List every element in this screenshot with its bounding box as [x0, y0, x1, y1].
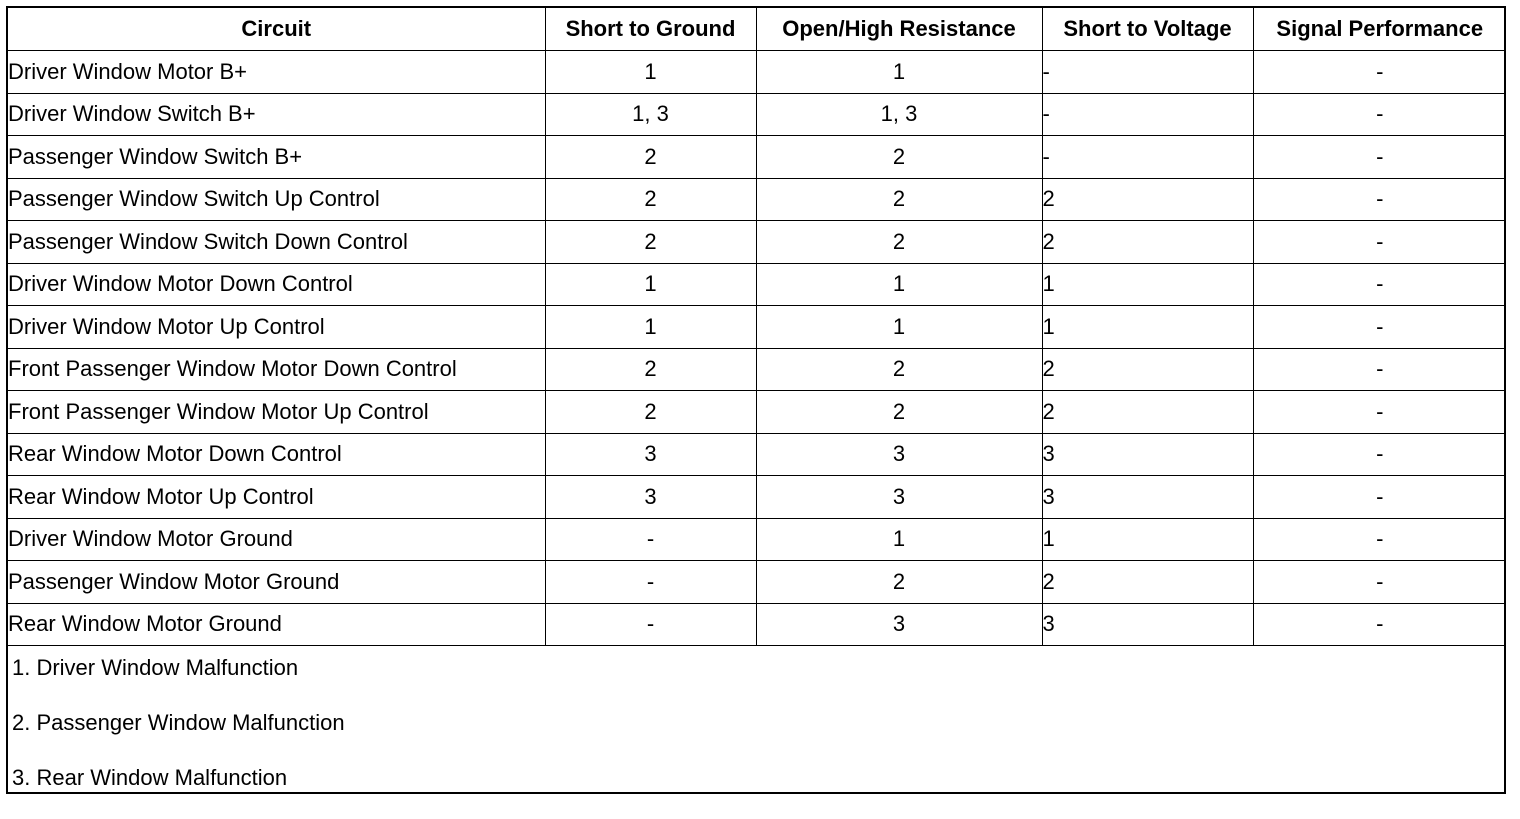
cell-open-high-resistance: 2 [756, 136, 1042, 179]
cell-signal-performance: - [1253, 263, 1506, 306]
cell-short-to-ground: 1 [545, 263, 756, 306]
table-row [8, 391, 1506, 434]
cell-short-to-ground: - [545, 561, 756, 604]
cell-short-to-ground: 1 [545, 51, 756, 94]
table-row [8, 178, 1506, 221]
cell-short-to-ground: 2 [545, 221, 756, 264]
cell-short-to-voltage: - [1042, 51, 1253, 94]
header-signal-performance: Signal Performance [1253, 8, 1506, 51]
table-row [8, 221, 1506, 264]
cell-circuit: Rear Window Motor Up Control [8, 476, 545, 519]
cell-short-to-ground: - [545, 603, 756, 646]
table-row [8, 306, 1506, 349]
cell-short-to-ground: 3 [545, 476, 756, 519]
cell-signal-performance: - [1253, 306, 1506, 349]
table-row [8, 136, 1506, 179]
legend-notes [8, 646, 1504, 819]
cell-short-to-voltage: 2 [1042, 391, 1253, 434]
legend-item: 3. Rear Window Malfunction [12, 765, 288, 790]
document-frame [6, 6, 1506, 794]
cell-short-to-ground: 2 [545, 178, 756, 221]
table-row [8, 348, 1506, 391]
cell-short-to-voltage: - [1042, 136, 1253, 179]
cell-open-high-resistance: 2 [756, 561, 1042, 604]
legend-item: 1. Driver Window Malfunction [12, 655, 299, 680]
cell-open-high-resistance: 1 [756, 263, 1042, 306]
cell-open-high-resistance: 3 [756, 476, 1042, 519]
cell-short-to-voltage: 2 [1042, 348, 1253, 391]
cell-short-to-voltage: 2 [1042, 178, 1253, 221]
header-open-high-resistance: Open/High Resistance [756, 8, 1042, 51]
cell-short-to-ground: - [545, 518, 756, 561]
header-circuit: Circuit [8, 8, 545, 51]
cell-short-to-ground: 1, 3 [545, 93, 756, 136]
table-row [8, 51, 1506, 94]
cell-signal-performance: - [1253, 348, 1506, 391]
table-row [8, 263, 1506, 306]
cell-open-high-resistance: 1 [756, 51, 1042, 94]
cell-circuit: Driver Window Switch B+ [8, 93, 545, 136]
header-row [8, 8, 1506, 51]
cell-circuit: Driver Window Motor Ground [8, 518, 545, 561]
table-row [8, 476, 1506, 519]
cell-open-high-resistance: 2 [756, 348, 1042, 391]
cell-signal-performance: - [1253, 178, 1506, 221]
cell-open-high-resistance: 1 [756, 306, 1042, 349]
cell-short-to-voltage: 1 [1042, 518, 1253, 561]
cell-signal-performance: - [1253, 391, 1506, 434]
cell-short-to-voltage: 2 [1042, 561, 1253, 604]
cell-short-to-ground: 1 [545, 306, 756, 349]
cell-signal-performance: - [1253, 51, 1506, 94]
cell-circuit: Driver Window Motor B+ [8, 51, 545, 94]
cell-circuit: Driver Window Motor Down Control [8, 263, 545, 306]
cell-short-to-voltage: 1 [1042, 306, 1253, 349]
cell-open-high-resistance: 2 [756, 178, 1042, 221]
cell-short-to-ground: 2 [545, 136, 756, 179]
legend-item: 2. Passenger Window Malfunction [12, 710, 345, 735]
cell-short-to-voltage: 2 [1042, 221, 1253, 264]
cell-circuit: Front Passenger Window Motor Down Control [8, 348, 545, 391]
cell-short-to-ground: 2 [545, 391, 756, 434]
cell-circuit: Rear Window Motor Ground [8, 603, 545, 646]
cell-circuit: Rear Window Motor Down Control [8, 433, 545, 476]
table-row [8, 518, 1506, 561]
table-row [8, 561, 1506, 604]
cell-circuit: Driver Window Motor Up Control [8, 306, 545, 349]
cell-short-to-voltage: - [1042, 93, 1253, 136]
cell-circuit: Front Passenger Window Motor Up Control [8, 391, 545, 434]
cell-signal-performance: - [1253, 93, 1506, 136]
cell-short-to-voltage: 3 [1042, 433, 1253, 476]
cell-open-high-resistance: 1 [756, 518, 1042, 561]
cell-circuit: Passenger Window Switch B+ [8, 136, 545, 179]
cell-open-high-resistance: 2 [756, 221, 1042, 264]
cell-signal-performance: - [1253, 603, 1506, 646]
circuit-fault-table [8, 8, 1506, 646]
header-short-to-voltage: Short to Voltage [1042, 8, 1253, 51]
header-short-to-ground: Short to Ground [545, 8, 756, 51]
table-body [8, 51, 1506, 646]
cell-short-to-ground: 2 [545, 348, 756, 391]
cell-signal-performance: - [1253, 221, 1506, 264]
cell-open-high-resistance: 1, 3 [756, 93, 1042, 136]
cell-signal-performance: - [1253, 433, 1506, 476]
cell-short-to-voltage: 1 [1042, 263, 1253, 306]
table-row [8, 603, 1506, 646]
cell-circuit: Passenger Window Motor Ground [8, 561, 545, 604]
table-row [8, 93, 1506, 136]
cell-signal-performance: - [1253, 476, 1506, 519]
cell-signal-performance: - [1253, 561, 1506, 604]
cell-circuit: Passenger Window Switch Up Control [8, 178, 545, 221]
cell-open-high-resistance: 3 [756, 433, 1042, 476]
cell-open-high-resistance: 2 [756, 391, 1042, 434]
table-row [8, 433, 1506, 476]
cell-circuit: Passenger Window Switch Down Control [8, 221, 545, 264]
cell-signal-performance: - [1253, 136, 1506, 179]
cell-open-high-resistance: 3 [756, 603, 1042, 646]
cell-short-to-voltage: 3 [1042, 603, 1253, 646]
cell-short-to-ground: 3 [545, 433, 756, 476]
cell-signal-performance: - [1253, 518, 1506, 561]
cell-short-to-voltage: 3 [1042, 476, 1253, 519]
